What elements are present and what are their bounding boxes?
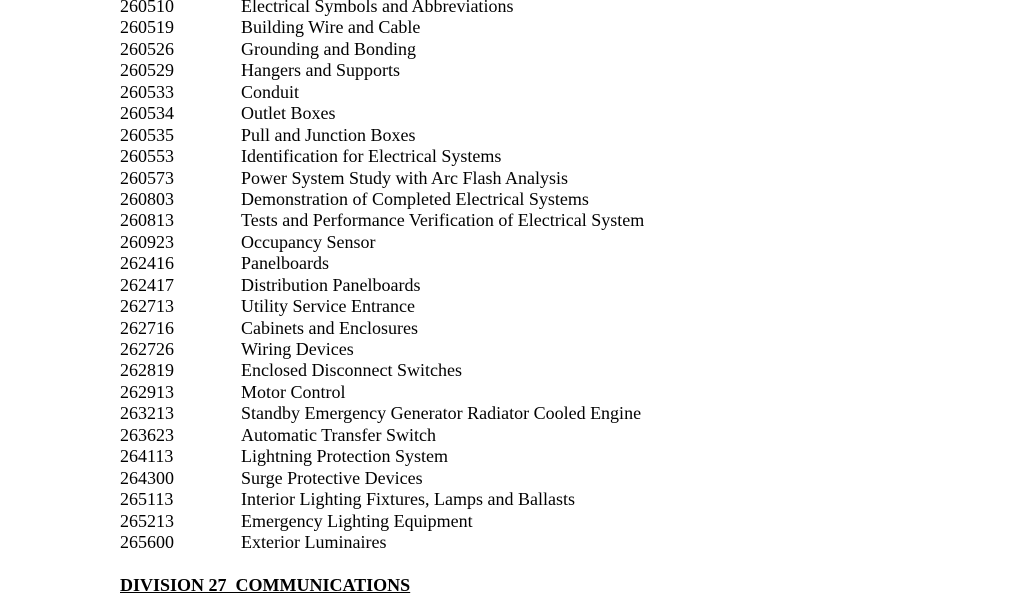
spec-section-row [120,146,820,167]
spec-section-row [120,425,820,446]
spec-section-number: 264300 [120,467,174,488]
spec-section-row [120,168,820,189]
spec-section-number: 263623 [120,424,174,445]
spec-section-title: Electrical Symbols and Abbreviations [241,0,514,16]
spec-section-title: Utility Service Entrance [241,296,415,317]
spec-section-row [120,60,820,81]
spec-section-row [120,125,820,146]
spec-section-list [120,0,820,553]
spec-section-number: 260553 [120,146,174,167]
spec-section-title: Grounding and Bonding [241,38,416,59]
spec-section-row [120,296,820,317]
spec-section-number: 262713 [120,296,174,317]
spec-section-number: 260526 [120,38,174,59]
spec-section-number: 260803 [120,188,174,209]
spec-section-row [120,82,820,103]
spec-section-row [120,403,820,424]
spec-section-title: Identification for Electrical Systems [241,146,502,167]
spec-section-number: 262416 [120,253,174,274]
spec-section-title: Wiring Devices [241,339,354,359]
spec-section-number: 260534 [120,103,174,124]
spec-section-row [120,253,820,274]
spec-section-row [120,0,820,17]
spec-section-title: Automatic Transfer Switch [241,424,436,445]
spec-section-number: 265600 [120,531,174,552]
spec-section-number: 260813 [120,210,174,231]
spec-section-title: Interior Lighting Fixtures, Lamps and Ballasts [241,489,575,510]
spec-section-title: Occupancy Sensor [241,231,376,252]
spec-section-title: Distribution Panelboards [241,274,421,295]
spec-section-title: Hangers and Supports [241,60,400,81]
spec-section-number: 262726 [120,339,174,359]
spec-section-number: 260573 [120,167,174,188]
spec-section-title: Panelboards [241,253,329,274]
spec-section-title: Outlet Boxes [241,103,336,124]
spec-section-title: Cabinets and Enclosures [241,317,418,338]
spec-section-number: 260529 [120,60,174,81]
spec-section-title: Conduit [241,81,300,102]
spec-section-row [120,103,820,124]
spec-section-title: Motor Control [241,381,346,402]
spec-section-row [120,511,820,532]
spec-section-number: 260533 [120,81,174,102]
spec-section-number: 262417 [120,274,174,295]
spec-section-number: 265113 [120,489,174,510]
spec-section-row [120,210,820,231]
spec-section-number: 260510 [120,0,174,16]
spec-section-row [120,339,820,360]
spec-section-title: Building Wire and Cable [241,17,421,38]
spec-section-title: Power System Study with Arc Flash Analysis [241,167,569,188]
spec-section-number: 262716 [120,317,174,338]
spec-section-title: Surge Protective Devices [241,467,423,488]
spec-section-row [120,275,820,296]
spec-section-title: Exterior Luminaires [241,531,387,552]
spec-section-number: 265213 [120,510,174,531]
spec-section-row [120,446,820,467]
spec-section-row [120,318,820,339]
spec-section-title: Lightning Protection System [241,446,448,467]
spec-section-number: 260923 [120,231,174,252]
spec-section-row [120,189,820,210]
spec-section-title: Pull and Junction Boxes [241,124,416,145]
spec-section-title: Standby Emergency Generator Radiator Cooled Engine [241,403,642,424]
spec-section-row [120,468,820,489]
spec-section-row [120,232,820,253]
spec-section-title: Emergency Lighting Equipment [241,510,473,531]
spec-section-row [120,17,820,38]
spec-section-row [120,489,820,510]
spec-section-number: 262913 [120,381,174,402]
spec-section-number: 260535 [120,124,174,145]
spec-section-number: 263213 [120,403,174,424]
spec-section-number: 264113 [120,446,174,467]
spec-section-number: 260519 [120,17,174,38]
spec-section-row [120,39,820,60]
spec-section-row [120,360,820,381]
spec-section-row [120,532,820,553]
spec-section-title: Tests and Performance Verification of Electrical System [241,210,645,231]
division-heading: DIVISION 27 COMMUNICATIONS [120,575,411,595]
spec-section-number: 262819 [120,360,174,381]
spec-section-title: Enclosed Disconnect Switches [241,360,462,381]
spec-section-row [120,382,820,403]
spec-section-title: Demonstration of Completed Electrical Systems [241,188,589,209]
